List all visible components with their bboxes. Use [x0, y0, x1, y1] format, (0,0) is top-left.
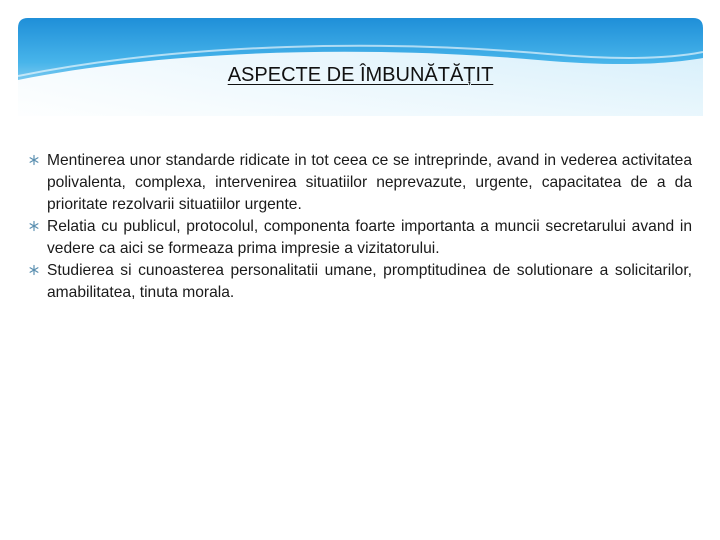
asterisk-bullet-icon — [28, 220, 40, 232]
bullet-text: Studierea si cunoasterea personalitatii umane, promptitudinea de solutionare a solicitarilor, amabilitatea, tinuta morala. — [47, 262, 692, 301]
bullet-list — [28, 150, 692, 304]
bullet-text: Relatia cu publicul, protocolul, componenta foarte importanta a muncii secretarului avand in vedere ca aici se formeaza prima impresie a vizitatorului. — [47, 218, 692, 257]
bullet-item — [28, 216, 692, 260]
bullet-item — [28, 260, 692, 304]
slide-title: ASPECTE DE ÎMBUNĂTĂȚIT — [227, 64, 494, 86]
bullet-item — [28, 150, 692, 216]
bullet-text: Mentinerea unor standarde ridicate in tot ceea ce se intreprinde, avand in vederea activitatea polivalenta, complexa, intervenirea situatiilor neprevazute, urgente, capacitatea de a da prioritate rezolvarii situatiilor urgente. — [47, 152, 692, 213]
asterisk-bullet-icon — [28, 154, 40, 166]
title-banner — [18, 18, 703, 116]
asterisk-bullet-icon — [28, 264, 40, 276]
